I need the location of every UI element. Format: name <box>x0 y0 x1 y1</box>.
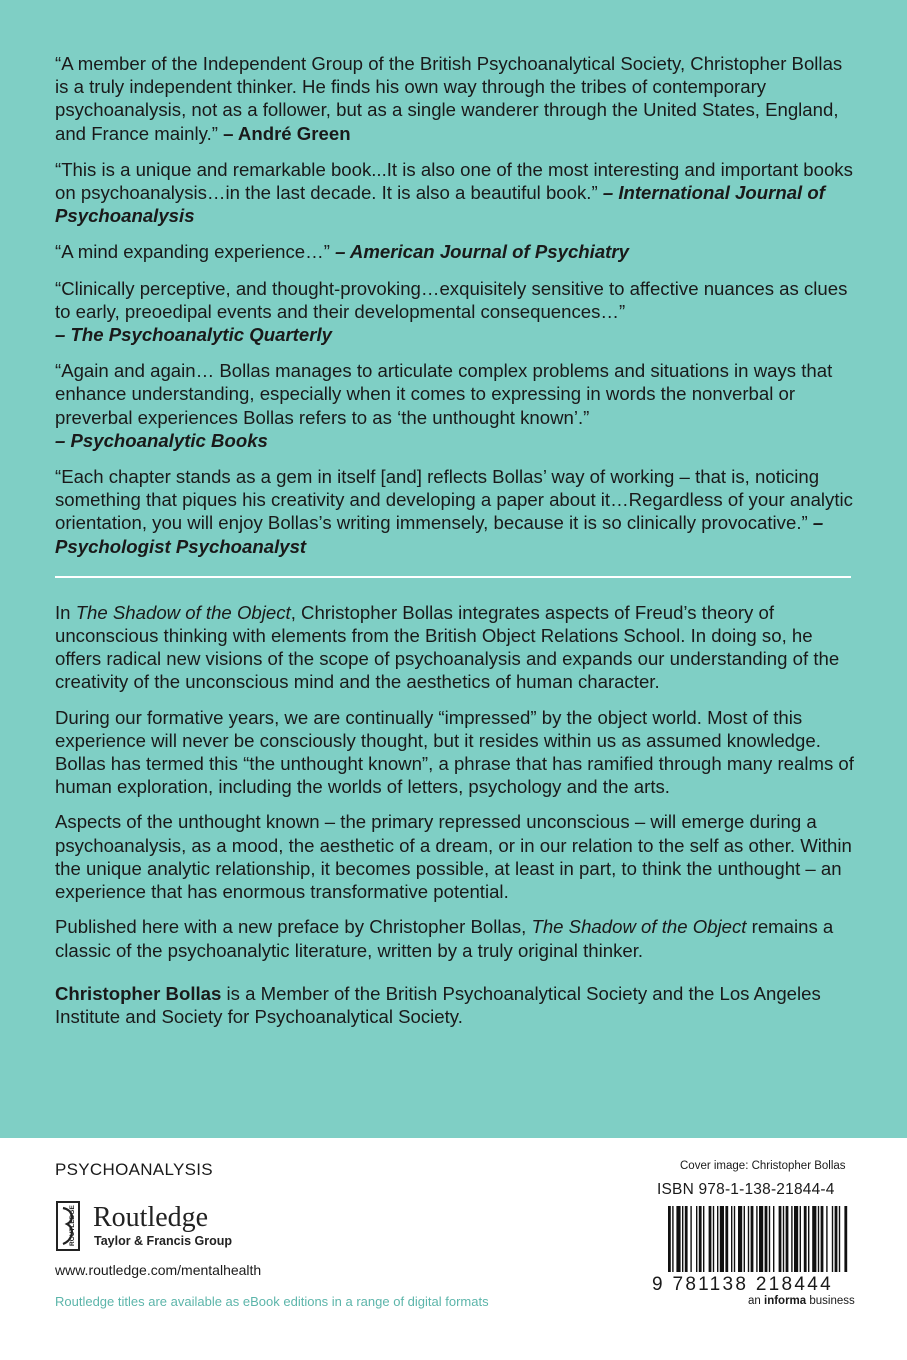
review-source: – Psychoanalytic Books <box>55 429 268 451</box>
review-source: – The Psychoanalytic Quarterly <box>55 324 332 346</box>
publisher-group: Taylor & Francis Group <box>94 1234 232 1248</box>
logo-vertical-text: ROUTLEDGE <box>69 1205 76 1246</box>
description-paragraph-4: Published here with a new preface by Christopher Bollas, The Shadow of the Object remains a classic of the psychoanalytic literature, written by a truly original thinker. <box>55 916 834 961</box>
review-2 <box>55 158 855 228</box>
review-4 <box>55 277 855 347</box>
review-source: – International Journal of Psychoanalysis <box>55 182 825 227</box>
isbn-number: ISBN 978-1-138-21844-4 <box>657 1181 835 1198</box>
review-6 <box>55 465 855 558</box>
review-text: “A member of the Independent Group of the British Psychoanalytical Society, Christopher Bollas is a truly independent thinker. He finds his own way through the tribes of contemporary psychoanalysis, not as a follower, but as a single wanderer through the United States, England, and France mainly.” <box>55 53 843 144</box>
review-source: – André Green <box>223 122 351 144</box>
publisher-url: www.routledge.com/mentalhealth <box>55 1262 262 1278</box>
review-text: “A mind expanding experience…” <box>55 241 336 263</box>
informa-brand: informa <box>764 1295 807 1307</box>
author-name: Christopher Bollas <box>55 982 222 1004</box>
informa-tagline: an informa business <box>748 1295 855 1307</box>
description-paragraph-1: In The Shadow of the Object, Christopher Bollas integrates aspects of Freud’s theory of unconscious thinking with elements from the British Object Relations School. In doing so, he offers radical new visions of the scope of psychoanalysis and expands our understanding of the creativity of the unconscious mind and the aesthetics of human character. <box>55 601 840 693</box>
barcode-bars <box>668 1206 847 1272</box>
description-paragraph-3: Aspects of the unthought known – the primary repressed unconscious – will emerge during a psychoanalysis, as a mood, the aesthetic of a dream, or in our relation to the self as other. Within the unique analytic relationship, it becomes possible, at least in part, to think the unthought – an experience that has enormous transformative potential. <box>55 811 852 903</box>
author-bio: Christopher Bollas is a Member of the British Psychoanalytical Society and the Los Angeles Institute and Society for Psychoanalytical Society. <box>55 982 821 1027</box>
review-source: – American Journal of Psychiatry <box>335 241 629 263</box>
review-1 <box>55 52 855 145</box>
cover-text <box>55 52 855 1041</box>
ebook-note: Routledge titles are available as eBook editions in a range of digital formats <box>55 1294 489 1309</box>
review-3 <box>55 240 855 263</box>
cover-credit: Cover image: Christopher Bollas <box>680 1160 846 1172</box>
category-label: PSYCHOANALYSIS <box>55 1160 213 1179</box>
review-text: “Clinically perceptive, and thought-provoking…exquisitely sensitive to affective nuances as clues to early, preoedipal events and their developmental consequences…” <box>55 277 848 322</box>
footer-panel <box>0 1138 907 1360</box>
routledge-mark-icon <box>55 1200 81 1252</box>
book-title: The Shadow of the Object <box>531 916 747 938</box>
divider-rule <box>55 576 851 578</box>
barcode <box>650 1204 852 1292</box>
review-text: “Each chapter stands as a gem in itself [and] reflects Bollas’ way of working – that is, noticing something that piques his creativity and developing a paper about it…Regardless of your analytic orientation, you will enjoy Bollas’s writing immensely, because it is so clinically provocative.” <box>55 466 853 534</box>
review-text: “Again and again… Bollas manages to articulate complex problems and situations in ways that enhance understanding, especially when it comes to expressing in words the nonverbal or preverbal experiences Bollas refers to as ‘the unthought known’.” <box>55 360 833 428</box>
publisher-name: Routledge <box>93 1202 209 1233</box>
review-text: “This is a unique and remarkable book...It is also one of the most interesting and important books on psychoanalysis…in the last decade. It is also a beautiful book.” <box>55 158 853 204</box>
barcode-digits: 9 781138 218444 <box>652 1274 834 1292</box>
review-source: – Psychologist Psychoanalyst <box>55 512 824 557</box>
description-paragraph-2: During our formative years, we are continually “impressed” by the object world. Most of this experience will never be consciously thought, but it resides within us as assumed knowledge. Bollas has termed this “the unthought known”, a phrase that has ramified through many realms of human exploration, including the worlds of letters, psychology and the arts. <box>55 706 854 798</box>
review-5 <box>55 359 855 452</box>
book-title: The Shadow of the Object <box>75 601 291 623</box>
